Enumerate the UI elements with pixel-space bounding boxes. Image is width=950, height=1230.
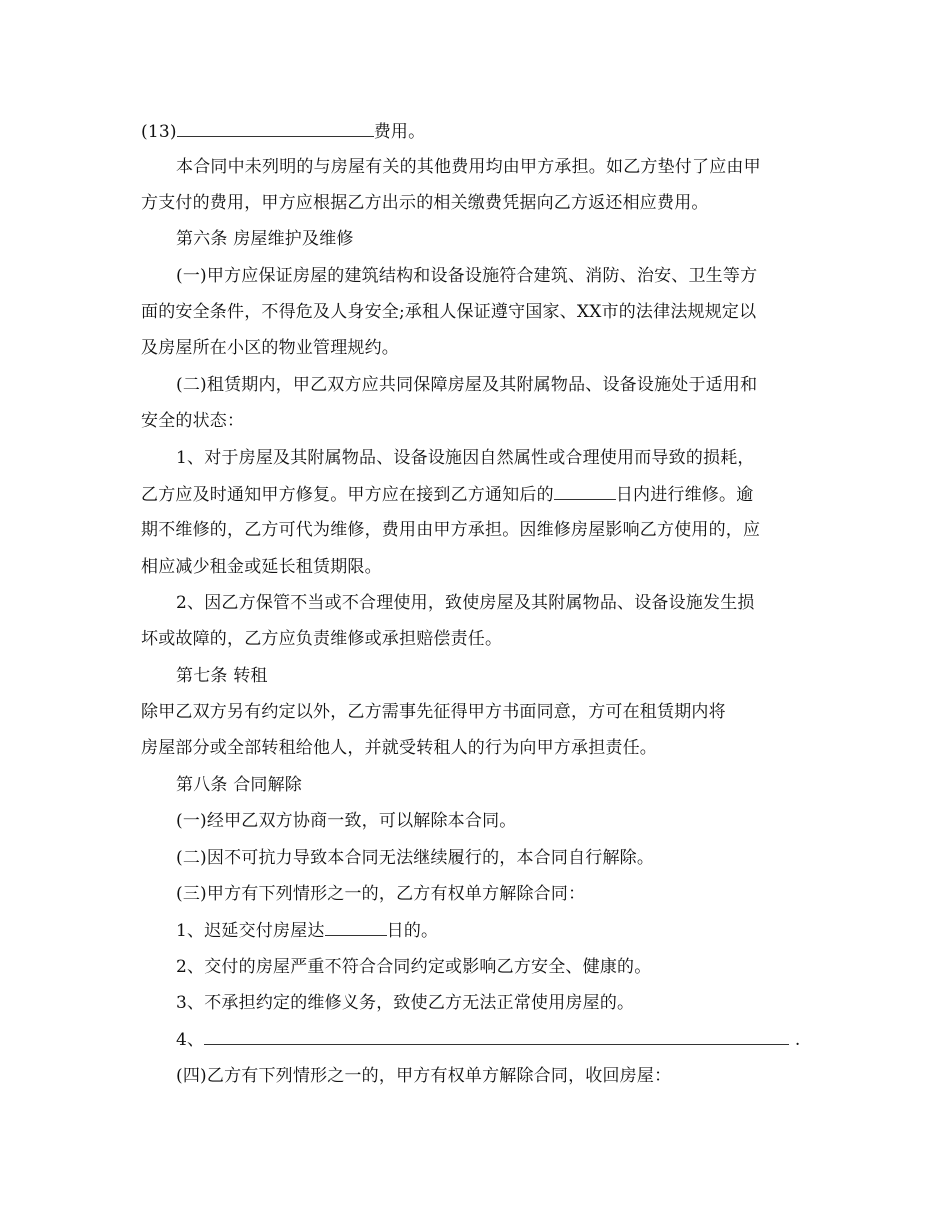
line-item-4 bbox=[176, 1027, 800, 1052]
paragraph-line: (二)租赁期内，甲乙双方应共同保障房屋及其附属物品、设备设施处于适用和 bbox=[176, 375, 758, 395]
fill-blank bbox=[554, 482, 616, 500]
text-segment: 日的。 bbox=[386, 921, 439, 941]
paragraph-line: 本合同中未列明的与房屋有关的其他费用均由甲方承担。如乙方垫付了应由甲 bbox=[176, 157, 761, 177]
section-heading: 第八条 合同解除 bbox=[176, 775, 303, 795]
section-heading: 第七条 转租 bbox=[176, 666, 268, 686]
paragraph-line: 相应减少租金或延长租赁期限。 bbox=[141, 557, 382, 577]
paragraph-line: (一)经甲乙双方协商一致，可以解除本合同。 bbox=[176, 811, 517, 831]
paragraph-line: 2、因乙方保管不当或不合理使用，致使房屋及其附属物品、设备设施发生损 bbox=[176, 593, 755, 613]
paragraph-line: (四)乙方有下列情形之一的，甲方有权单方解除合同，收回房屋： bbox=[176, 1066, 672, 1086]
text-segment: . bbox=[789, 1030, 801, 1050]
section-heading: 第六条 房屋维护及维修 bbox=[176, 229, 354, 249]
line-13-fee bbox=[141, 119, 425, 144]
paragraph-line: 2、交付的房屋严重不符合合同约定或影响乙方安全、健康的。 bbox=[176, 957, 652, 977]
paragraph-line: 1、对于房屋及其附属物品、设备设施因自然属性或合理使用而导致的损耗， bbox=[176, 448, 755, 468]
fill-blank bbox=[204, 1027, 789, 1045]
paragraph-line: 面的安全条件，不得危及人身安全;承租人保证遵守国家、XX市的法律法规规定以 bbox=[141, 302, 757, 322]
line-delay-days bbox=[176, 918, 438, 943]
paragraph-line: (三)甲方有下列情形之一的，乙方有权单方解除合同： bbox=[176, 884, 586, 904]
paragraph-line: 除甲乙双方另有约定以外，乙方需事先征得甲方书面同意，方可在租赁期内将 bbox=[141, 702, 726, 722]
text-segment: 4、 bbox=[176, 1030, 205, 1050]
paragraph-line: (二)因不可抗力导致本合同无法继续履行的，本合同自行解除。 bbox=[176, 848, 655, 868]
fill-blank bbox=[177, 119, 374, 137]
paragraph-line: 方支付的费用，甲方应根据乙方出示的相关缴费凭据向乙方返还相应费用。 bbox=[141, 193, 709, 213]
fill-blank bbox=[325, 918, 387, 936]
paragraph-line: 坏或故障的，乙方应负责维修或承担赔偿责任。 bbox=[141, 629, 503, 649]
text-segment: 1、迟延交付房屋达 bbox=[176, 921, 325, 941]
line-repair-days bbox=[141, 482, 753, 507]
paragraph-line: 及房屋所在小区的物业管理规约。 bbox=[141, 338, 399, 358]
paragraph-line: 安全的状态： bbox=[141, 411, 245, 431]
paragraph-line: (一)甲方应保证房屋的建筑结构和设备设施符合建筑、消防、治安、卫生等方 bbox=[176, 266, 758, 286]
text-segment: (13) bbox=[141, 122, 177, 142]
paragraph-line: 房屋部分或全部转租给他人，并就受转租人的行为向甲方承担责任。 bbox=[141, 738, 657, 758]
text-segment: 日内进行维修。逾 bbox=[615, 485, 754, 505]
paragraph-line: 3、不承担约定的维修义务，致使乙方无法正常使用房屋的。 bbox=[176, 993, 635, 1013]
text-segment: 费用。 bbox=[373, 122, 426, 142]
paragraph-line: 期不维修的，乙方可代为维修，费用由甲方承担。因维修房屋影响乙方使用的，应 bbox=[141, 520, 761, 540]
text-segment: 乙方应及时通知甲方修复。甲方应在接到乙方通知后的 bbox=[141, 485, 554, 505]
